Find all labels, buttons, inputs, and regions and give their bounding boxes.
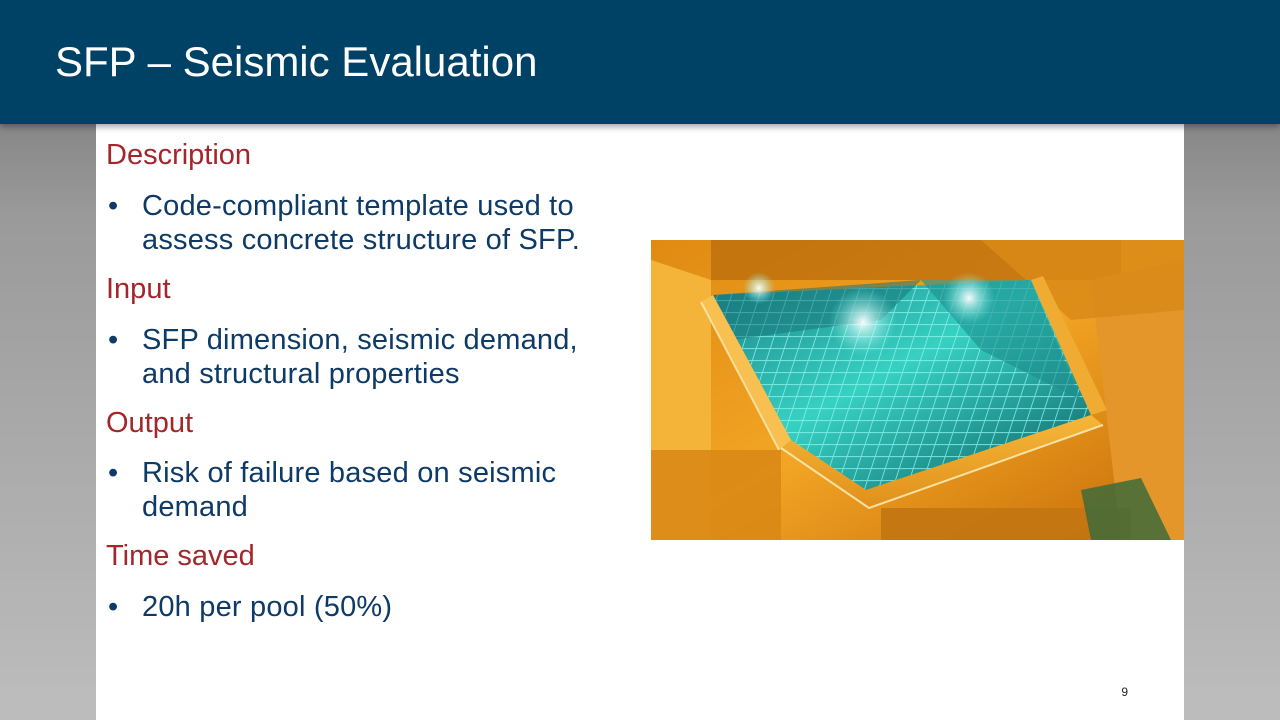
pool-illustration <box>651 240 1184 540</box>
pool-light <box>943 272 995 324</box>
bullet-line: assess concrete structure of SFP. <box>142 223 581 256</box>
bullet-time-saved <box>106 590 626 624</box>
section-heading-output: Output <box>106 406 194 439</box>
bullet-dot: • <box>108 323 119 356</box>
title-bar <box>0 0 1280 124</box>
bullet-line: demand <box>142 491 248 524</box>
section-heading-input: Input <box>106 272 171 305</box>
bullet-description <box>106 189 626 257</box>
floor-equipment <box>651 450 781 540</box>
section-heading-description: Description <box>106 139 252 171</box>
bullet-input <box>106 323 626 391</box>
section-heading-time-saved: Time saved <box>106 540 255 573</box>
bullet-line: 20h per pool (50%) <box>142 591 393 624</box>
text-column <box>106 138 626 639</box>
slide-title: SFP – Seismic Evaluation <box>55 38 538 85</box>
section-description <box>106 138 626 257</box>
bullet-dot: • <box>108 189 119 222</box>
pool-light <box>743 272 775 304</box>
section-input <box>106 272 626 391</box>
bullet-dot: • <box>108 457 119 490</box>
page-number: 9 <box>1121 685 1128 699</box>
slide-content <box>96 124 1184 720</box>
section-time-saved <box>106 539 626 624</box>
pool-light <box>829 288 897 356</box>
bullet-line: Code-compliant template used to <box>142 189 574 222</box>
spent-fuel-pool-photo <box>651 240 1184 540</box>
bullet-line: Risk of failure based on seismic <box>142 457 557 490</box>
bullet-line: SFP dimension, seismic demand, <box>142 323 578 356</box>
section-output <box>106 406 626 525</box>
bullet-dot: • <box>108 591 119 624</box>
bullet-line: and structural properties <box>142 357 460 390</box>
bullet-output <box>106 456 626 524</box>
